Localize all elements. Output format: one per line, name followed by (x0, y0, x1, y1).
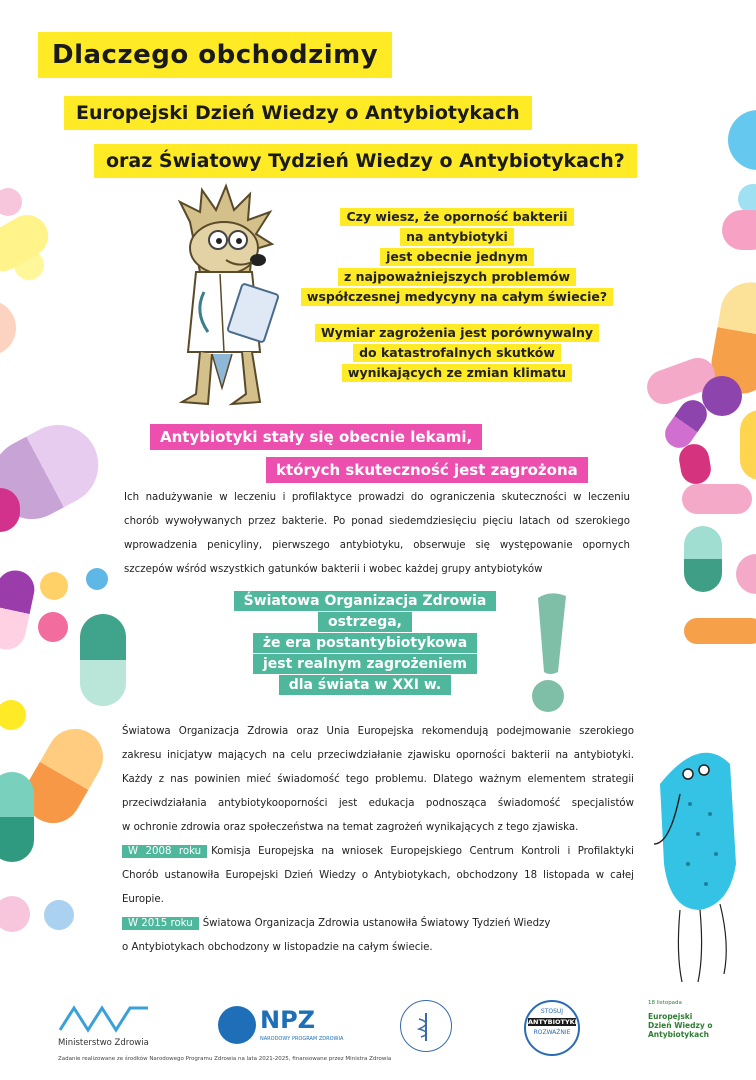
paragraph-line: zakresu inicjatyw mających na celu przeciwdziałanie zjawisku oporności bakterii na antybiotyki. (122, 750, 634, 761)
who-warning-block (210, 590, 520, 695)
decor-dot (0, 188, 22, 216)
page-title-line1: Dlaczego obchodzimy (38, 32, 392, 78)
npz-circle-icon (218, 1006, 256, 1044)
decor-pill (0, 300, 16, 356)
history-2008-text: Komisja Europejska na wniosek Europejskiego Centrum Kontroli i Profilaktyki (211, 846, 635, 857)
question-block (282, 206, 632, 382)
threat-line: Wymiar zagrożenia jest porównywalny (315, 324, 599, 342)
decor-pill (682, 484, 752, 514)
funding-note: Zadanie realizowane ze środków Narodowego Programu Zdrowia na lata 2021-2025, finansowane przez Ministra Zdrowia (58, 1056, 392, 1062)
hedgehog-doctor-illustration (160, 182, 290, 414)
paragraph-line: o Antybiotykach obchodzony w listopadzie na całym świecie. (122, 942, 433, 953)
decor-dot (0, 700, 26, 730)
paragraph-antibiotic-overuse (124, 486, 630, 582)
decor-pill-orange (684, 618, 756, 644)
ministry-logo (58, 1004, 154, 1048)
paragraph-line: wprowadzenia penicyliny, pierwszego antybiotyku, obserwuje się występowanie opornych (124, 540, 630, 551)
who-warning-line: dla świata w XXI w. (279, 675, 452, 695)
ministry-name: Ministerstwo Zdrowia (58, 1038, 149, 1048)
stosuj-antybiotyki-logo (524, 1000, 580, 1056)
stosuj-mid: ANTYBIOTYKI (528, 1018, 578, 1026)
decor-pill-blue (728, 110, 756, 170)
npz-label: NPZ (260, 1006, 316, 1034)
eu-antibiotic-day-logo (648, 1000, 728, 1039)
paragraph-line: Każdy z nas powinien mieć świadomość tego problemu. Dlatego ważnym elementem strategii (122, 774, 634, 785)
paragraph-line: chorób wywoływanych przez bakterie. Po ponad siedemdziesięciu pięciu latach od szerokiego (124, 516, 630, 527)
who-warning-line: ostrzega, (318, 612, 412, 632)
paragraph-who-eu (122, 720, 634, 960)
decor-dot (44, 900, 74, 930)
paragraph-line: Chorób ustanowiła Europejski Dzień Wiedzy o Antybiotykach, obchodzony 18 listopada w całej (122, 870, 634, 881)
year-badge-2008: W 2008 roku (122, 845, 207, 858)
institute-seal-logo (400, 1000, 452, 1052)
paragraph-line: Ich nadużywanie w leczeniu i profilaktyce prowadzi do ograniczenia skuteczności w leczeniu (124, 492, 630, 503)
decor-pill (740, 410, 756, 480)
exclamation-icon (520, 590, 580, 720)
year-badge-2015: W 2015 roku (122, 917, 199, 930)
question-line: współczesnej medycyny na całym świecie? (301, 288, 613, 306)
paragraph-line: w ochronie zdrowia oraz społeczeństwa na temat zagrożeń wynikających z tego zjawiska. (122, 822, 579, 833)
eu-day-date: 18 listopada (648, 1000, 682, 1006)
threat-line: wynikających ze zmian klimatu (342, 364, 572, 382)
decor-dot (0, 896, 30, 932)
decor-dot (38, 612, 68, 642)
who-warning-line: że era postantybiotykowa (253, 633, 477, 653)
question-line: na antybiotyki (400, 228, 514, 246)
stosuj-bot: ROZWAŻNIE (533, 1029, 571, 1036)
decor-pill (0, 567, 38, 653)
threat-line: do katastrofalnych skutków (353, 344, 561, 362)
decor-dot (40, 572, 68, 600)
bacterium-illustration (640, 714, 750, 984)
decor-pill (722, 210, 756, 250)
question-line: jest obecnie jednym (380, 248, 534, 266)
eu-day-line3: Antybiotykach (648, 1030, 710, 1039)
paragraph-line: Światowa Organizacja Zdrowia oraz Unia Europejska rekomendują podejmowanie szerokiego (122, 726, 634, 737)
who-warning-line: Światowa Organizacja Zdrowia (234, 591, 497, 611)
decor-pill (677, 442, 713, 487)
paragraph-line: Europie. (122, 894, 164, 905)
eu-day-line2: Dzień Wiedzy o (648, 1021, 713, 1030)
eu-day-line1: Europejski (648, 1012, 693, 1021)
decor-dot (86, 568, 108, 590)
ministry-zigzag-icon (58, 1004, 154, 1034)
decor-pill (0, 772, 34, 862)
decor-pill-teal (80, 614, 126, 706)
history-2008 (122, 840, 634, 864)
page-title-line3: oraz Światowy Tydzień Wiedzy o Antybiotykach? (94, 144, 637, 178)
who-warning-line: jest realnym zagrożeniem (253, 654, 477, 674)
pink-heading-line1: Antybiotyki stały się obecnie lekami, (150, 424, 482, 450)
history-2015-text: Światowa Organizacja Zdrowia ustanowiła Światowy Tydzień Wiedzy (202, 918, 551, 929)
pink-heading-line2: których skuteczność jest zagrożona (266, 457, 588, 483)
question-line: Czy wiesz, że oporność bakterii (340, 208, 573, 226)
decor-pill (702, 376, 742, 416)
decor-pill (736, 554, 756, 594)
history-2015 (122, 912, 634, 936)
page-title-line2: Europejski Dzień Wiedzy o Antybiotykach (64, 96, 532, 130)
npz-subtitle: NARODOWY PROGRAM ZDROWIA (260, 1036, 344, 1042)
paragraph-line: szczepów wśród wszystkich gatunków bakterii i wobec każdej grupy antybiotyków (124, 564, 543, 575)
decor-pill-teal (684, 526, 722, 592)
caduceus-icon (401, 1001, 451, 1051)
paragraph-line: przeciwdziałania antybiotykooporności jest edukacja podnosząca świadomość specjalistów (122, 798, 634, 809)
npz-logo (218, 1004, 344, 1048)
stosuj-top: STOSUJ (540, 1008, 564, 1015)
question-line: z najpoważniejszych problemów (338, 268, 576, 286)
